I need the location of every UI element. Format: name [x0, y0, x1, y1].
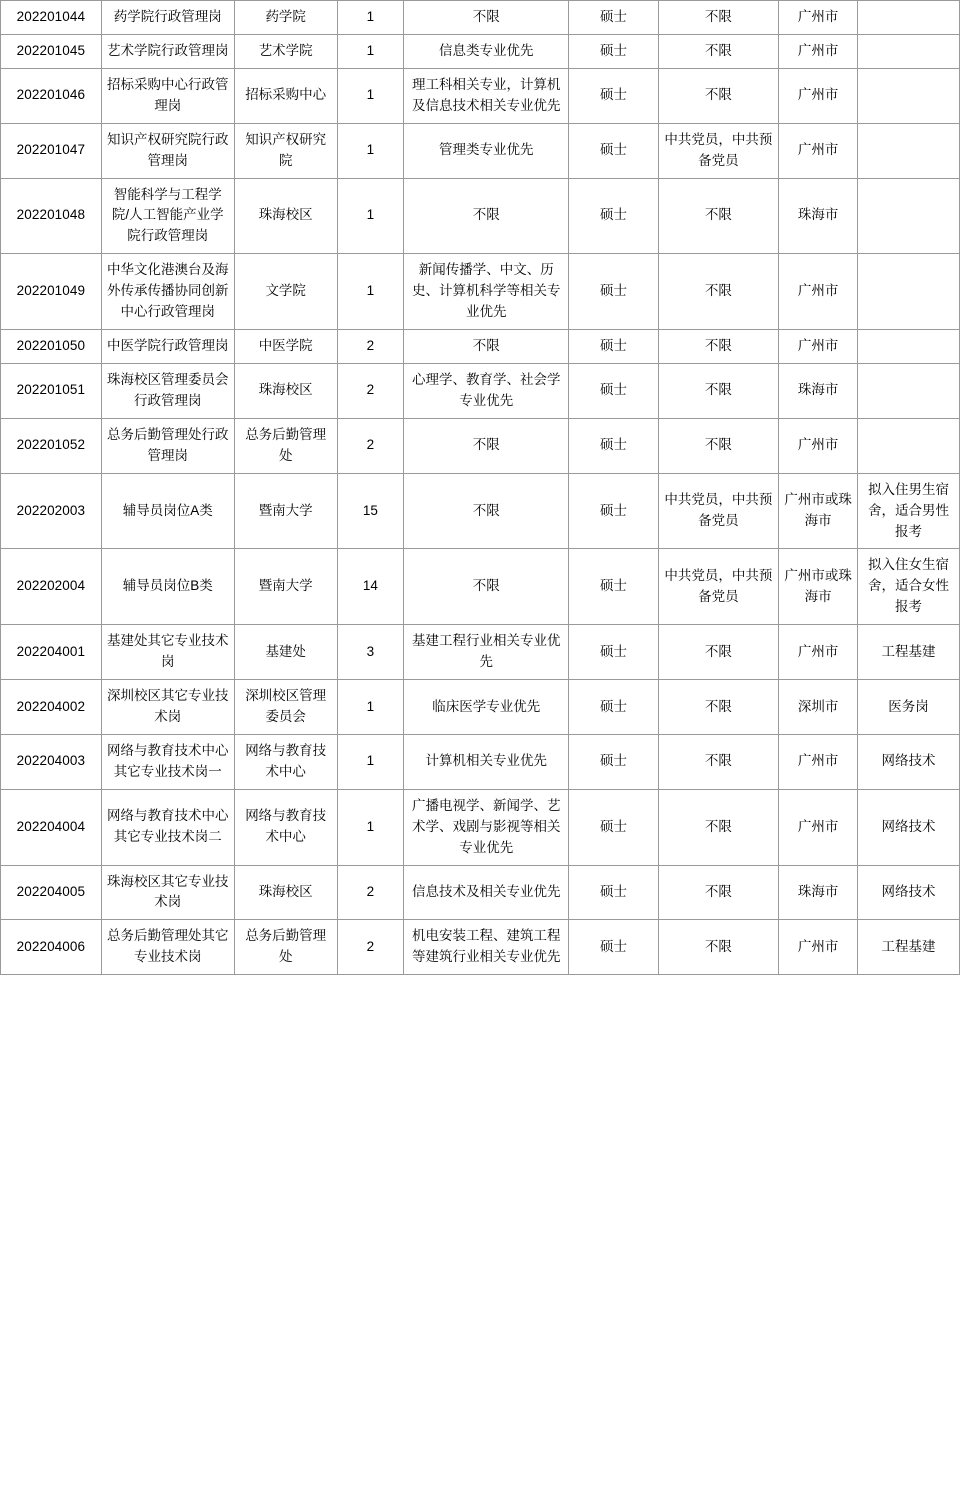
table-row	[1, 34, 960, 68]
cell-political-status: 不限	[658, 34, 779, 68]
cell-remark: 拟入住男生宿舍，适合男性报考	[858, 473, 960, 549]
cell-political-status: 不限	[658, 330, 779, 364]
cell-degree-requirement: 硕士	[569, 865, 658, 920]
table-row	[1, 734, 960, 789]
cell-job-code: 202201050	[1, 330, 102, 364]
cell-employer-unit: 珠海校区	[234, 363, 337, 418]
cell-major-requirement: 理工科相关专业，计算机及信息技术相关专业优先	[404, 68, 569, 123]
cell-work-location: 广州市	[779, 34, 858, 68]
cell-political-status: 不限	[658, 734, 779, 789]
cell-headcount: 2	[337, 363, 403, 418]
table-row	[1, 1, 960, 35]
cell-job-post: 网络与教育技术中心其它专业技术岗一	[101, 734, 234, 789]
cell-employer-unit: 网络与教育技术中心	[234, 734, 337, 789]
cell-remark: 网络技术	[858, 734, 960, 789]
cell-job-code: 202201045	[1, 34, 102, 68]
cell-job-code: 202202004	[1, 549, 102, 625]
cell-headcount: 1	[337, 680, 403, 735]
cell-remark: 医务岗	[858, 680, 960, 735]
cell-headcount: 1	[337, 254, 403, 330]
cell-remark	[858, 418, 960, 473]
cell-employer-unit: 招标采购中心	[234, 68, 337, 123]
cell-major-requirement: 广播电视学、新闻学、艺术学、戏剧与影视等相关专业优先	[404, 789, 569, 865]
cell-work-location: 广州市	[779, 734, 858, 789]
cell-headcount: 1	[337, 123, 403, 178]
cell-job-post: 辅导员岗位B类	[101, 549, 234, 625]
cell-work-location: 深圳市	[779, 680, 858, 735]
cell-political-status: 不限	[658, 363, 779, 418]
cell-work-location: 广州市	[779, 625, 858, 680]
cell-remark: 工程基建	[858, 920, 960, 975]
cell-job-post: 药学院行政管理岗	[101, 1, 234, 35]
table-row	[1, 418, 960, 473]
cell-political-status: 不限	[658, 920, 779, 975]
cell-job-code: 202201051	[1, 363, 102, 418]
cell-political-status: 不限	[658, 789, 779, 865]
cell-employer-unit: 艺术学院	[234, 34, 337, 68]
cell-job-post: 辅导员岗位A类	[101, 473, 234, 549]
table-row	[1, 68, 960, 123]
cell-remark	[858, 123, 960, 178]
cell-headcount: 1	[337, 789, 403, 865]
cell-employer-unit: 基建处	[234, 625, 337, 680]
cell-major-requirement: 心理学、教育学、社会学专业优先	[404, 363, 569, 418]
table-row	[1, 865, 960, 920]
cell-major-requirement: 不限	[404, 1, 569, 35]
table-row	[1, 625, 960, 680]
cell-major-requirement: 新闻传播学、中文、历史、计算机科学等相关专业优先	[404, 254, 569, 330]
cell-job-post: 基建处其它专业技术岗	[101, 625, 234, 680]
cell-headcount: 1	[337, 734, 403, 789]
cell-work-location: 广州市或珠海市	[779, 549, 858, 625]
cell-degree-requirement: 硕士	[569, 549, 658, 625]
cell-work-location: 广州市	[779, 330, 858, 364]
table-row	[1, 330, 960, 364]
cell-work-location: 珠海市	[779, 865, 858, 920]
table-row	[1, 363, 960, 418]
cell-employer-unit: 深圳校区管理委员会	[234, 680, 337, 735]
cell-work-location: 珠海市	[779, 178, 858, 254]
cell-job-code: 202201044	[1, 1, 102, 35]
cell-headcount: 2	[337, 418, 403, 473]
cell-degree-requirement: 硕士	[569, 363, 658, 418]
cell-job-code: 202204002	[1, 680, 102, 735]
cell-major-requirement: 计算机相关专业优先	[404, 734, 569, 789]
cell-job-code: 202204005	[1, 865, 102, 920]
cell-remark	[858, 34, 960, 68]
cell-remark	[858, 178, 960, 254]
cell-job-post: 中华文化港澳台及海外传承传播协同创新中心行政管理岗	[101, 254, 234, 330]
table-row	[1, 123, 960, 178]
cell-job-post: 智能科学与工程学院/人工智能产业学院行政管理岗	[101, 178, 234, 254]
cell-remark	[858, 1, 960, 35]
cell-political-status: 中共党员，中共预备党员	[658, 549, 779, 625]
cell-degree-requirement: 硕士	[569, 1, 658, 35]
cell-employer-unit: 总务后勤管理处	[234, 920, 337, 975]
cell-political-status: 不限	[658, 1, 779, 35]
cell-political-status: 不限	[658, 865, 779, 920]
cell-job-post: 中医学院行政管理岗	[101, 330, 234, 364]
cell-political-status: 不限	[658, 178, 779, 254]
cell-headcount: 1	[337, 1, 403, 35]
cell-job-post: 珠海校区管理委员会行政管理岗	[101, 363, 234, 418]
cell-employer-unit: 总务后勤管理处	[234, 418, 337, 473]
cell-remark: 网络技术	[858, 865, 960, 920]
cell-political-status: 不限	[658, 254, 779, 330]
cell-remark	[858, 363, 960, 418]
cell-job-code: 202201049	[1, 254, 102, 330]
cell-employer-unit: 暨南大学	[234, 549, 337, 625]
table-row	[1, 680, 960, 735]
table-row	[1, 920, 960, 975]
cell-degree-requirement: 硕士	[569, 123, 658, 178]
cell-job-post: 艺术学院行政管理岗	[101, 34, 234, 68]
cell-major-requirement: 信息类专业优先	[404, 34, 569, 68]
cell-job-post: 总务后勤管理处行政管理岗	[101, 418, 234, 473]
cell-major-requirement: 管理类专业优先	[404, 123, 569, 178]
cell-political-status: 不限	[658, 418, 779, 473]
cell-political-status: 不限	[658, 625, 779, 680]
cell-job-code: 202204003	[1, 734, 102, 789]
cell-work-location: 广州市	[779, 254, 858, 330]
table-body	[1, 1, 960, 975]
cell-job-post: 知识产权研究院行政管理岗	[101, 123, 234, 178]
cell-remark: 拟入住女生宿舍，适合女性报考	[858, 549, 960, 625]
cell-job-post: 网络与教育技术中心其它专业技术岗二	[101, 789, 234, 865]
cell-work-location: 广州市	[779, 789, 858, 865]
cell-remark: 网络技术	[858, 789, 960, 865]
cell-degree-requirement: 硕士	[569, 418, 658, 473]
table-row	[1, 254, 960, 330]
cell-political-status: 中共党员，中共预备党员	[658, 473, 779, 549]
cell-degree-requirement: 硕士	[569, 920, 658, 975]
cell-work-location: 珠海市	[779, 363, 858, 418]
table-row	[1, 789, 960, 865]
cell-political-status: 中共党员，中共预备党员	[658, 123, 779, 178]
cell-major-requirement: 不限	[404, 549, 569, 625]
cell-remark	[858, 330, 960, 364]
cell-major-requirement: 基建工程行业相关专业优先	[404, 625, 569, 680]
cell-job-code: 202201046	[1, 68, 102, 123]
cell-major-requirement: 不限	[404, 418, 569, 473]
cell-employer-unit: 珠海校区	[234, 178, 337, 254]
table-row	[1, 549, 960, 625]
cell-headcount: 2	[337, 920, 403, 975]
cell-job-code: 202201052	[1, 418, 102, 473]
table-row	[1, 473, 960, 549]
cell-degree-requirement: 硕士	[569, 789, 658, 865]
cell-job-post: 珠海校区其它专业技术岗	[101, 865, 234, 920]
cell-headcount: 1	[337, 34, 403, 68]
cell-job-code: 202201047	[1, 123, 102, 178]
cell-political-status: 不限	[658, 68, 779, 123]
cell-employer-unit: 文学院	[234, 254, 337, 330]
cell-job-code: 202202003	[1, 473, 102, 549]
cell-employer-unit: 药学院	[234, 1, 337, 35]
cell-employer-unit: 知识产权研究院	[234, 123, 337, 178]
cell-remark	[858, 254, 960, 330]
cell-headcount: 2	[337, 865, 403, 920]
cell-degree-requirement: 硕士	[569, 625, 658, 680]
cell-job-code: 202204004	[1, 789, 102, 865]
cell-major-requirement: 不限	[404, 473, 569, 549]
cell-remark	[858, 68, 960, 123]
cell-work-location: 广州市	[779, 68, 858, 123]
cell-work-location: 广州市	[779, 1, 858, 35]
cell-job-code: 202204006	[1, 920, 102, 975]
cell-employer-unit: 珠海校区	[234, 865, 337, 920]
cell-degree-requirement: 硕士	[569, 178, 658, 254]
cell-work-location: 广州市或珠海市	[779, 473, 858, 549]
cell-major-requirement: 临床医学专业优先	[404, 680, 569, 735]
cell-job-post: 招标采购中心行政管理岗	[101, 68, 234, 123]
cell-degree-requirement: 硕士	[569, 254, 658, 330]
cell-political-status: 不限	[658, 680, 779, 735]
cell-employer-unit: 中医学院	[234, 330, 337, 364]
cell-headcount: 14	[337, 549, 403, 625]
cell-headcount: 3	[337, 625, 403, 680]
cell-major-requirement: 不限	[404, 330, 569, 364]
cell-job-code: 202204001	[1, 625, 102, 680]
cell-work-location: 广州市	[779, 123, 858, 178]
cell-degree-requirement: 硕士	[569, 734, 658, 789]
cell-work-location: 广州市	[779, 418, 858, 473]
cell-major-requirement: 不限	[404, 178, 569, 254]
cell-job-code: 202201048	[1, 178, 102, 254]
cell-remark: 工程基建	[858, 625, 960, 680]
cell-headcount: 2	[337, 330, 403, 364]
cell-job-post: 总务后勤管理处其它专业技术岗	[101, 920, 234, 975]
cell-major-requirement: 机电安装工程、建筑工程等建筑行业相关专业优先	[404, 920, 569, 975]
cell-headcount: 15	[337, 473, 403, 549]
cell-work-location: 广州市	[779, 920, 858, 975]
cell-degree-requirement: 硕士	[569, 473, 658, 549]
table-row	[1, 178, 960, 254]
cell-employer-unit: 暨南大学	[234, 473, 337, 549]
cell-degree-requirement: 硕士	[569, 680, 658, 735]
cell-degree-requirement: 硕士	[569, 330, 658, 364]
cell-degree-requirement: 硕士	[569, 34, 658, 68]
cell-headcount: 1	[337, 178, 403, 254]
cell-job-post: 深圳校区其它专业技术岗	[101, 680, 234, 735]
cell-employer-unit: 网络与教育技术中心	[234, 789, 337, 865]
cell-major-requirement: 信息技术及相关专业优先	[404, 865, 569, 920]
cell-headcount: 1	[337, 68, 403, 123]
cell-degree-requirement: 硕士	[569, 68, 658, 123]
